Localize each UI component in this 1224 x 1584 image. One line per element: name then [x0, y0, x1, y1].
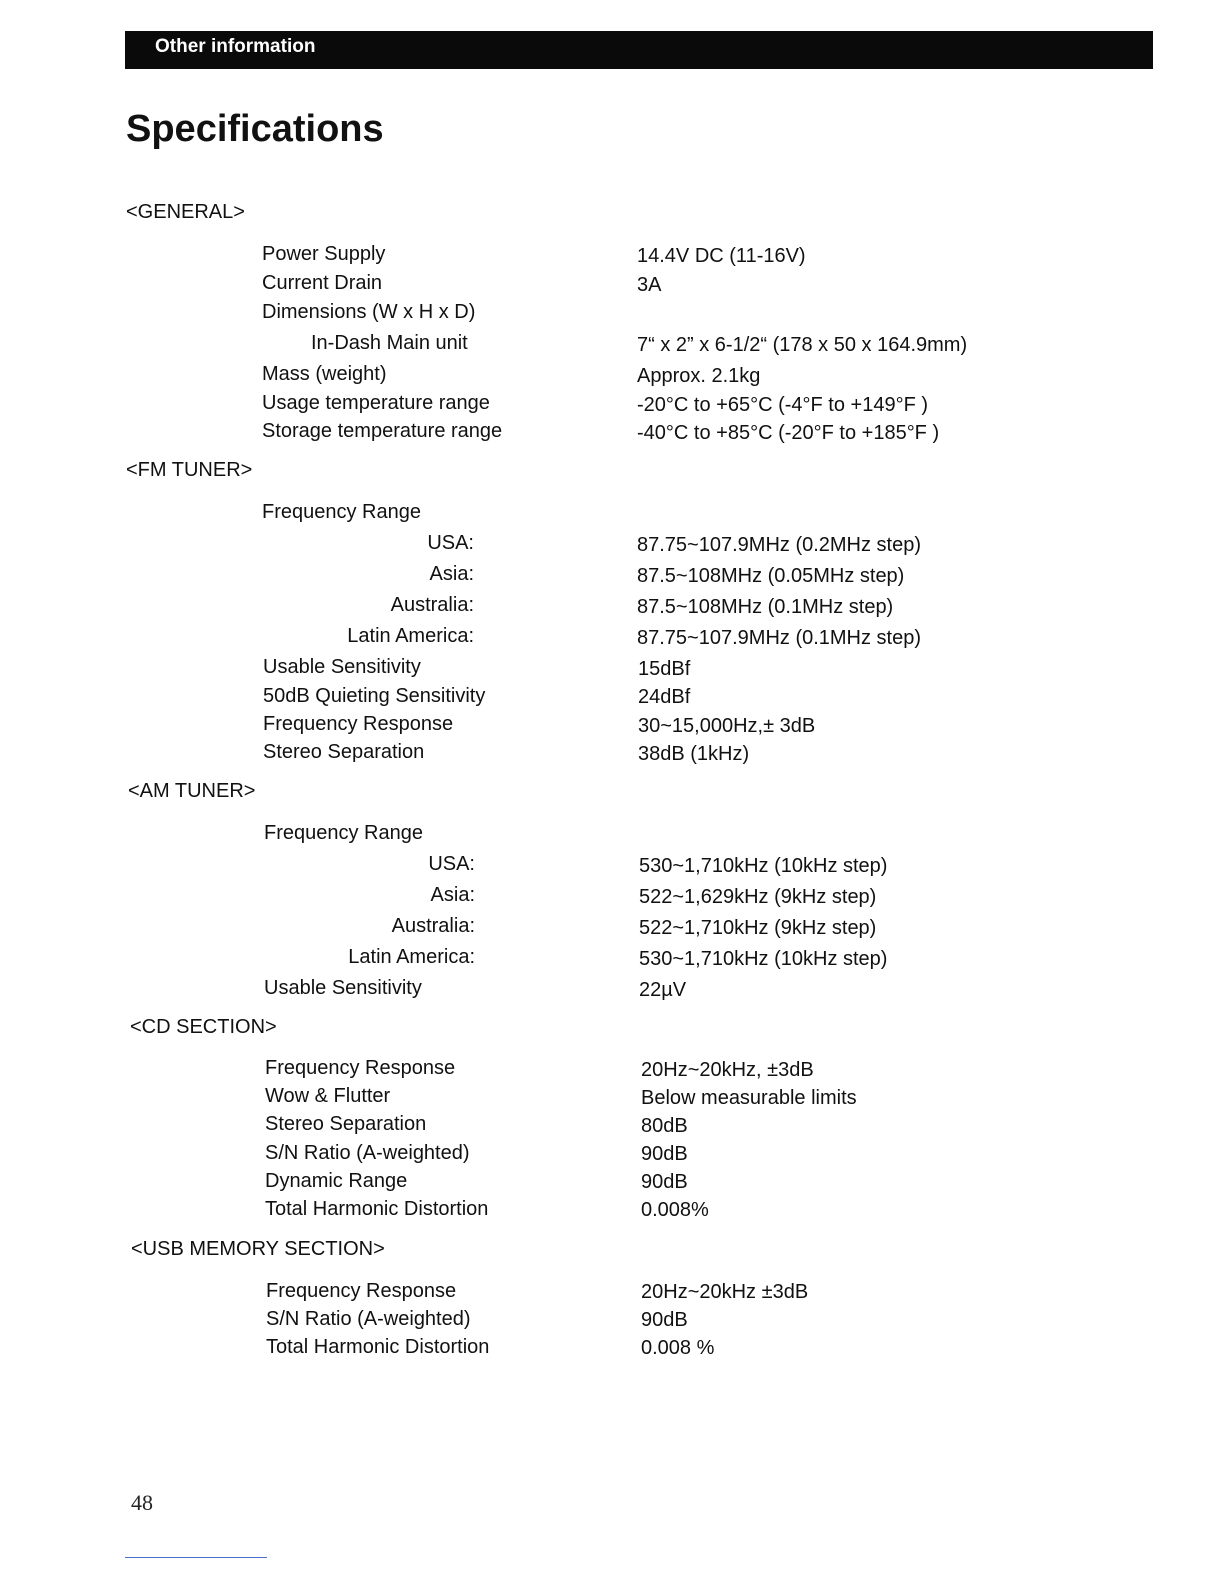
spec-label: Current Drain	[262, 272, 383, 294]
spec-label: Frequency Range	[262, 501, 421, 523]
bottom-rule	[125, 1557, 267, 1558]
header-section-label: Other information	[155, 36, 316, 57]
spec-value: -40°C to +85°C (-20°F to +185°F )	[637, 422, 940, 444]
spec-value: 20Hz~20kHz, ±3dB	[641, 1059, 814, 1081]
spec-value: 87.75~107.9MHz (0.1MHz step)	[637, 627, 922, 649]
spec-value: 14.4V DC (11-16V)	[637, 245, 806, 267]
spec-label: Storage temperature range	[262, 420, 503, 442]
section-heading-cd-section: <CD SECTION>	[130, 1016, 277, 1038]
spec-value: Below measurable limits	[641, 1087, 857, 1109]
spec-label: Usable Sensitivity	[263, 656, 421, 678]
spec-value: 522~1,629kHz (9kHz step)	[639, 886, 877, 908]
spec-value: 7“ x 2” x 6-1/2“ (178 x 50 x 164.9mm)	[637, 334, 968, 356]
spec-value: 90dB	[641, 1309, 688, 1331]
spec-label: Total Harmonic Distortion	[265, 1198, 489, 1220]
spec-label: S/N Ratio (A-weighted)	[265, 1142, 470, 1164]
spec-label: Dynamic Range	[265, 1170, 408, 1192]
spec-value: 522~1,710kHz (9kHz step)	[639, 917, 877, 939]
spec-label: Australia:	[391, 915, 475, 937]
page-title: Specifications	[126, 108, 384, 150]
spec-label: Usage temperature range	[262, 392, 490, 414]
spec-value: 30~15,000Hz,± 3dB	[638, 715, 816, 737]
spec-label: Wow & Flutter	[265, 1085, 391, 1107]
spec-value: 22µV	[639, 979, 687, 1001]
page-number: 48	[131, 1490, 153, 1515]
spec-value: 530~1,710kHz (10kHz step)	[639, 855, 888, 877]
spec-label: Australia:	[390, 594, 474, 616]
spec-value: 87.75~107.9MHz (0.2MHz step)	[637, 534, 922, 556]
spec-value: 20Hz~20kHz ±3dB	[641, 1281, 809, 1303]
spec-label: Dimensions (W x H x D)	[262, 301, 476, 323]
spec-value: 0.008%	[641, 1199, 709, 1221]
section-heading-usb-memory-section: <USB MEMORY SECTION>	[131, 1238, 385, 1260]
spec-label: Latin America:	[347, 625, 474, 647]
spec-value: 87.5~108MHz (0.1MHz step)	[637, 596, 894, 618]
section-heading-am-tuner: <AM TUNER>	[128, 780, 256, 802]
spec-label: Stereo Separation	[265, 1113, 427, 1135]
spec-value: 15dBf	[638, 658, 691, 680]
spec-value: 24dBf	[638, 686, 691, 708]
spec-value: 530~1,710kHz (10kHz step)	[639, 948, 888, 970]
spec-label: Asia:	[429, 563, 474, 585]
spec-label: Total Harmonic Distortion	[266, 1336, 490, 1358]
spec-label: In-Dash Main unit	[311, 332, 468, 354]
spec-value: 87.5~108MHz (0.05MHz step)	[637, 565, 905, 587]
spec-label: Frequency Range	[264, 822, 423, 844]
spec-value: 0.008 %	[641, 1337, 715, 1359]
spec-value: Approx. 2.1kg	[637, 365, 761, 387]
section-heading-fm-tuner: <FM TUNER>	[126, 459, 253, 481]
spec-label: Asia:	[430, 884, 475, 906]
spec-label: Frequency Response	[266, 1280, 457, 1302]
spec-label: 50dB Quieting Sensitivity	[263, 685, 486, 707]
spec-label: USA:	[428, 853, 475, 875]
spec-value: 38dB (1kHz)	[638, 743, 750, 765]
spec-label: USA:	[427, 532, 474, 554]
spec-label: Stereo Separation	[263, 741, 425, 763]
spec-label: Power Supply	[262, 243, 386, 265]
spec-value: 80dB	[641, 1115, 688, 1137]
spec-label: Latin America:	[348, 946, 475, 968]
spec-value: -20°C to +65°C (-4°F to +149°F )	[637, 394, 928, 416]
section-heading-general: <GENERAL>	[126, 201, 245, 223]
spec-label: Usable Sensitivity	[264, 977, 422, 999]
spec-value: 3A	[637, 274, 662, 296]
spec-label: Frequency Response	[265, 1057, 456, 1079]
spec-label: S/N Ratio (A-weighted)	[266, 1308, 471, 1330]
spec-value: 90dB	[641, 1143, 688, 1165]
spec-value: 90dB	[641, 1171, 688, 1193]
spec-label: Frequency Response	[263, 713, 454, 735]
spec-label: Mass (weight)	[262, 363, 387, 385]
